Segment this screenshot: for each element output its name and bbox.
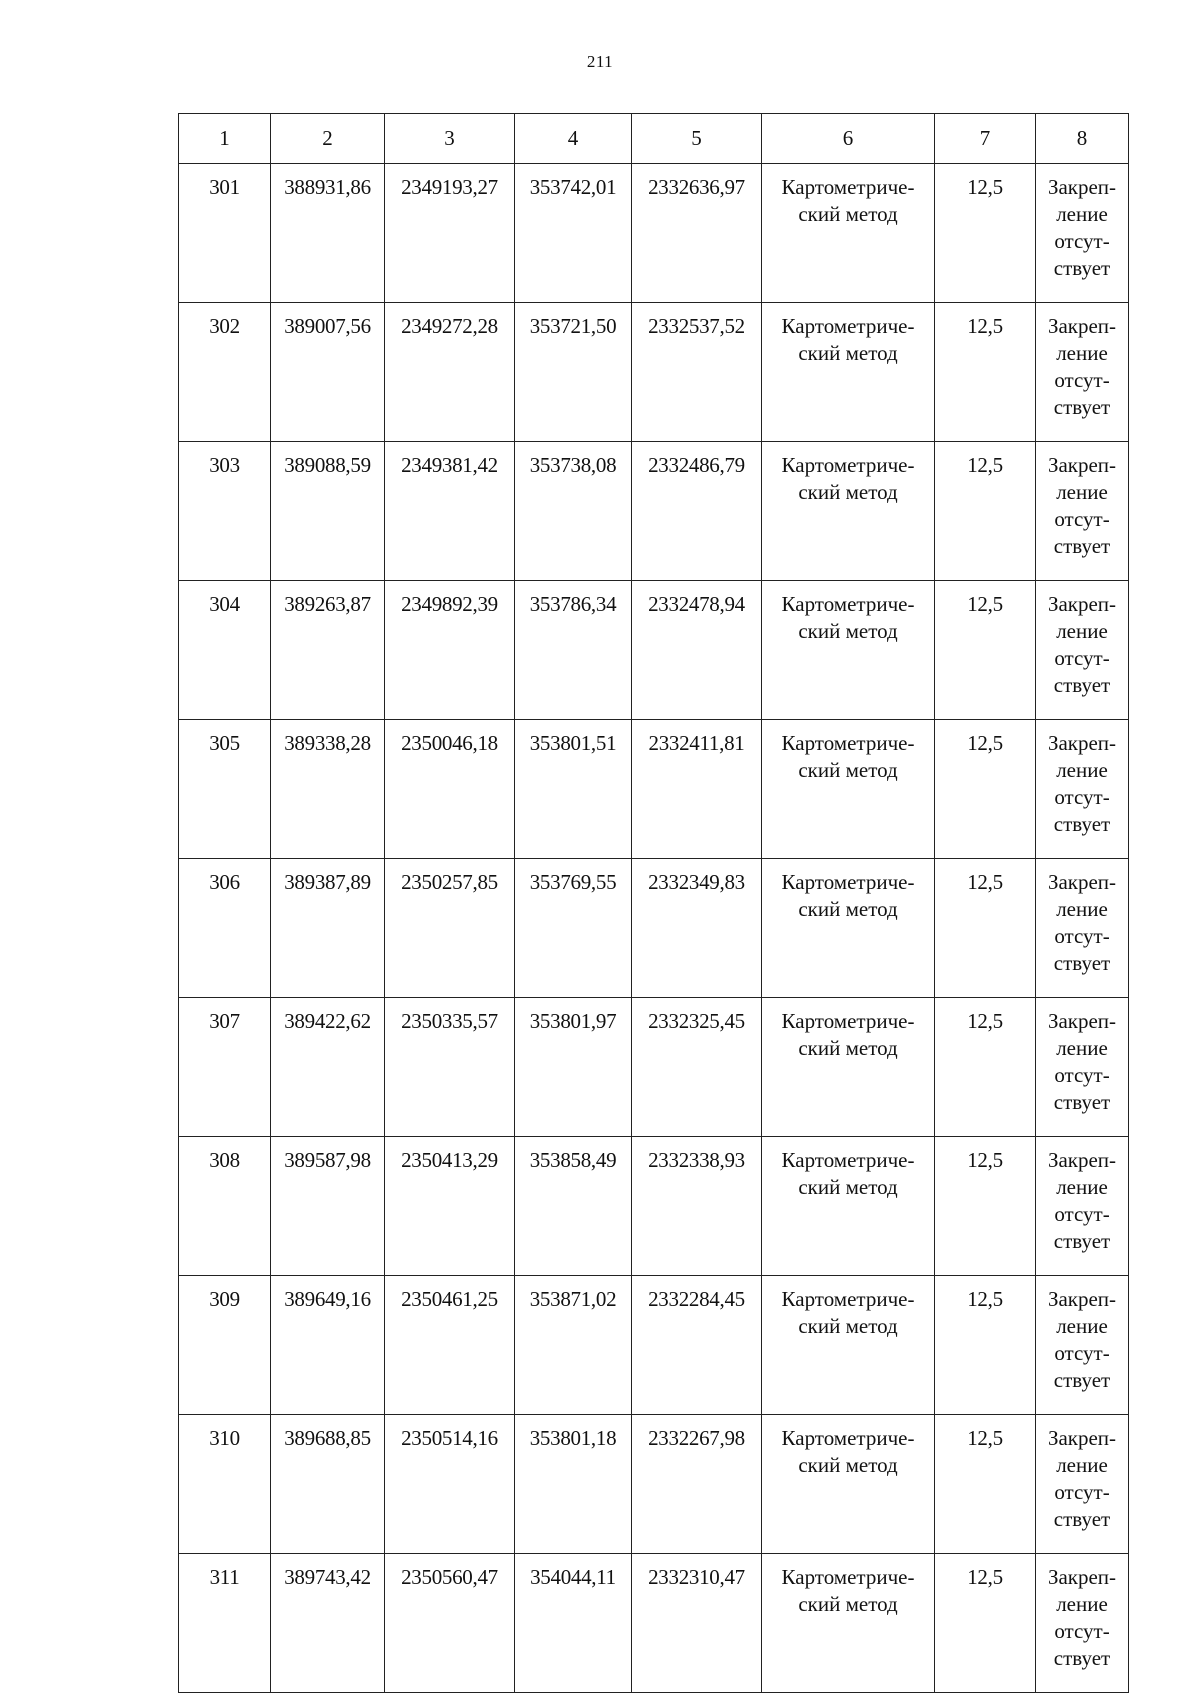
- accuracy-cell: 12,5: [935, 1137, 1036, 1276]
- table-row: [179, 720, 1129, 859]
- coord-cell: 353769,55: [515, 859, 632, 998]
- coord-cell: 353786,34: [515, 581, 632, 720]
- table-row: [179, 1276, 1129, 1415]
- point-number-cell: 311: [179, 1554, 271, 1693]
- table-row: [179, 164, 1129, 303]
- header-row: [179, 114, 1129, 164]
- point-number-cell: 305: [179, 720, 271, 859]
- note-cell: Закреп- ление отсут- ствует: [1036, 859, 1129, 998]
- point-number-cell: 303: [179, 442, 271, 581]
- header-cell: 1: [179, 114, 271, 164]
- header-cell: 2: [271, 114, 385, 164]
- header-cell: 4: [515, 114, 632, 164]
- coord-cell: 389649,16: [271, 1276, 385, 1415]
- header-cell: 6: [762, 114, 935, 164]
- coord-cell: 2350046,18: [385, 720, 515, 859]
- table-row: [179, 859, 1129, 998]
- note-cell: Закреп- ление отсут- ствует: [1036, 164, 1129, 303]
- coord-cell: 2349193,27: [385, 164, 515, 303]
- note-cell: Закреп- ление отсут- ствует: [1036, 303, 1129, 442]
- coord-cell: 353742,01: [515, 164, 632, 303]
- coord-cell: 354044,11: [515, 1554, 632, 1693]
- coord-cell: 2350560,47: [385, 1554, 515, 1693]
- table-row: [179, 1137, 1129, 1276]
- header-cell: 5: [632, 114, 762, 164]
- method-cell: Картометриче- ский метод: [762, 442, 935, 581]
- accuracy-cell: 12,5: [935, 1276, 1036, 1415]
- method-cell: Картометриче- ский метод: [762, 1137, 935, 1276]
- coord-cell: 2350335,57: [385, 998, 515, 1137]
- coord-cell: 389263,87: [271, 581, 385, 720]
- table-row: [179, 1415, 1129, 1554]
- coord-cell: 2332267,98: [632, 1415, 762, 1554]
- coord-cell: 2332349,83: [632, 859, 762, 998]
- accuracy-cell: 12,5: [935, 1415, 1036, 1554]
- method-cell: Картометриче- ский метод: [762, 998, 935, 1137]
- coord-cell: 389387,89: [271, 859, 385, 998]
- note-cell: Закреп- ление отсут- ствует: [1036, 442, 1129, 581]
- coord-cell: 2332338,93: [632, 1137, 762, 1276]
- header-cell: 8: [1036, 114, 1129, 164]
- coord-cell: 2332284,45: [632, 1276, 762, 1415]
- accuracy-cell: 12,5: [935, 998, 1036, 1137]
- coord-cell: 389688,85: [271, 1415, 385, 1554]
- point-number-cell: 301: [179, 164, 271, 303]
- method-cell: Картометриче- ский метод: [762, 720, 935, 859]
- coord-cell: 389007,56: [271, 303, 385, 442]
- table-row: [179, 303, 1129, 442]
- coord-cell: 2332411,81: [632, 720, 762, 859]
- method-cell: Картометриче- ский метод: [762, 1276, 935, 1415]
- coord-cell: 353801,97: [515, 998, 632, 1137]
- accuracy-cell: 12,5: [935, 1554, 1036, 1693]
- accuracy-cell: 12,5: [935, 859, 1036, 998]
- coord-cell: 2349892,39: [385, 581, 515, 720]
- coord-cell: 2332636,97: [632, 164, 762, 303]
- header-cell: 3: [385, 114, 515, 164]
- point-number-cell: 310: [179, 1415, 271, 1554]
- coord-cell: 2332478,94: [632, 581, 762, 720]
- coord-cell: 2350461,25: [385, 1276, 515, 1415]
- note-cell: Закреп- ление отсут- ствует: [1036, 998, 1129, 1137]
- accuracy-cell: 12,5: [935, 581, 1036, 720]
- coordinates-table: [178, 113, 1129, 1693]
- header-cell: 7: [935, 114, 1036, 164]
- coord-cell: 353738,08: [515, 442, 632, 581]
- method-cell: Картометриче- ский метод: [762, 581, 935, 720]
- point-number-cell: 307: [179, 998, 271, 1137]
- point-number-cell: 309: [179, 1276, 271, 1415]
- method-cell: Картометриче- ский метод: [762, 1554, 935, 1693]
- coord-cell: 389338,28: [271, 720, 385, 859]
- coord-cell: 388931,86: [271, 164, 385, 303]
- coord-cell: 389088,59: [271, 442, 385, 581]
- page-number: 211: [586, 52, 614, 71]
- method-cell: Картометриче- ский метод: [762, 164, 935, 303]
- accuracy-cell: 12,5: [935, 720, 1036, 859]
- note-cell: Закреп- ление отсут- ствует: [1036, 1554, 1129, 1693]
- point-number-cell: 302: [179, 303, 271, 442]
- accuracy-cell: 12,5: [935, 442, 1036, 581]
- note-cell: Закреп- ление отсут- ствует: [1036, 1276, 1129, 1415]
- coord-cell: 353858,49: [515, 1137, 632, 1276]
- note-cell: Закреп- ление отсут- ствует: [1036, 581, 1129, 720]
- coord-cell: 2350413,29: [385, 1137, 515, 1276]
- note-cell: Закреп- ление отсут- ствует: [1036, 720, 1129, 859]
- point-number-cell: 308: [179, 1137, 271, 1276]
- point-number-cell: 306: [179, 859, 271, 998]
- note-cell: Закреп- ление отсут- ствует: [1036, 1415, 1129, 1554]
- coord-cell: 2332310,47: [632, 1554, 762, 1693]
- table-row: [179, 442, 1129, 581]
- method-cell: Картометриче- ский метод: [762, 1415, 935, 1554]
- method-cell: Картометриче- ский метод: [762, 859, 935, 998]
- table-row: [179, 1554, 1129, 1693]
- coord-cell: 389422,62: [271, 998, 385, 1137]
- coord-cell: 2350257,85: [385, 859, 515, 998]
- coord-cell: 353801,51: [515, 720, 632, 859]
- coord-cell: 389743,42: [271, 1554, 385, 1693]
- coord-cell: 2350514,16: [385, 1415, 515, 1554]
- coord-cell: 2349272,28: [385, 303, 515, 442]
- accuracy-cell: 12,5: [935, 164, 1036, 303]
- accuracy-cell: 12,5: [935, 303, 1036, 442]
- method-cell: Картометриче- ский метод: [762, 303, 935, 442]
- coord-cell: 353721,50: [515, 303, 632, 442]
- note-cell: Закреп- ление отсут- ствует: [1036, 1137, 1129, 1276]
- table-row: [179, 581, 1129, 720]
- coord-cell: 353871,02: [515, 1276, 632, 1415]
- coord-cell: 353801,18: [515, 1415, 632, 1554]
- table-row: [179, 998, 1129, 1137]
- coord-cell: 2332537,52: [632, 303, 762, 442]
- coord-cell: 389587,98: [271, 1137, 385, 1276]
- coord-cell: 2332325,45: [632, 998, 762, 1137]
- point-number-cell: 304: [179, 581, 271, 720]
- coord-cell: 2349381,42: [385, 442, 515, 581]
- coord-cell: 2332486,79: [632, 442, 762, 581]
